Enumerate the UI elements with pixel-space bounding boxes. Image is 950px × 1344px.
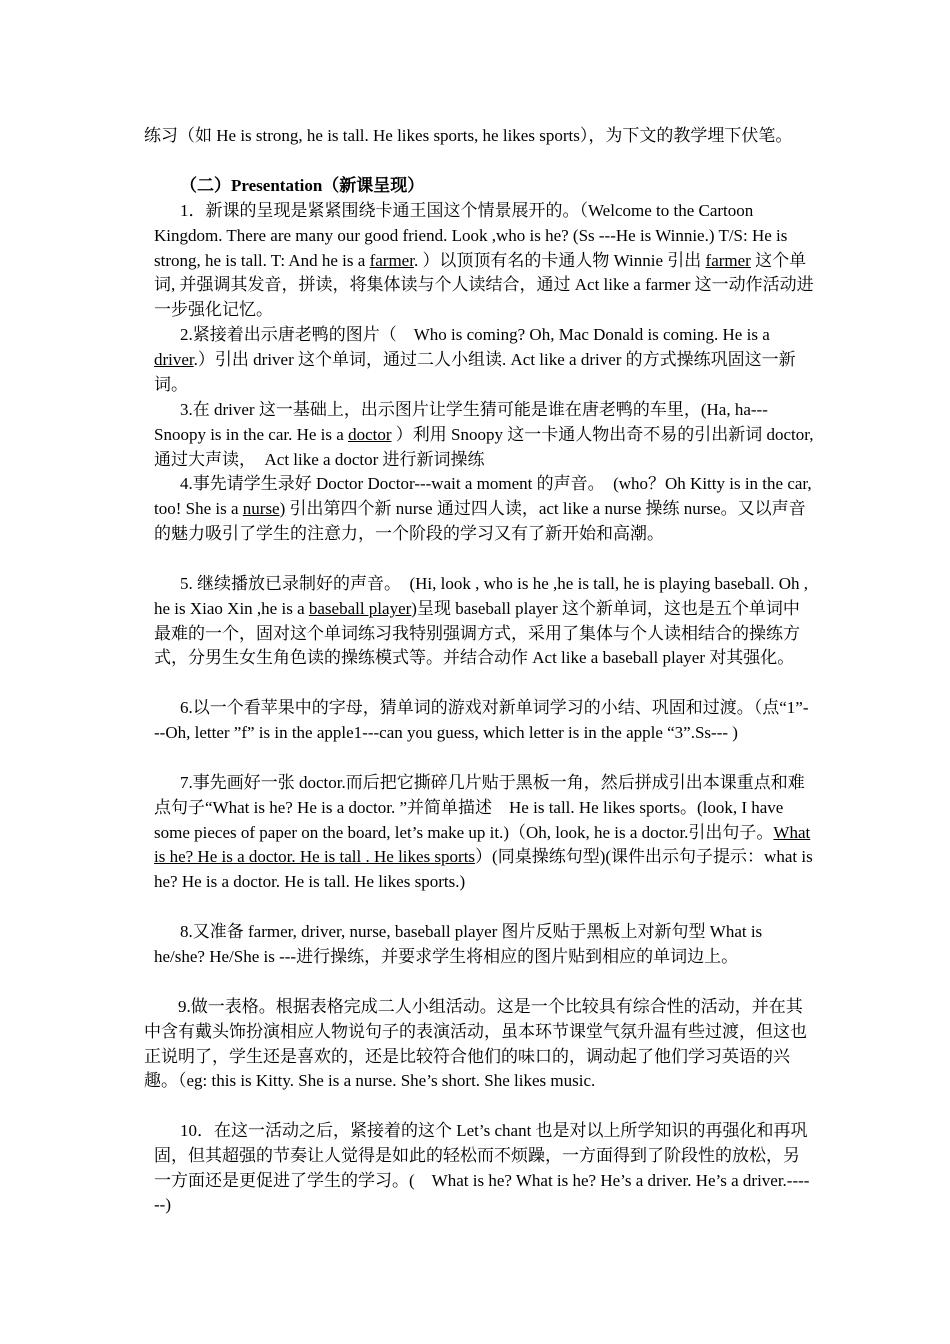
underlined-word-nurse: nurse): [242, 498, 286, 518]
underlined-word-farmer: farmer: [369, 250, 414, 270]
text: ）利用 Snoopy 这一卡通人物出奇不易的引出新词 doctor, 通过大声读， Act like a doctor 进行新词操练: [154, 424, 814, 469]
underlined-word-doctor: doctor: [348, 424, 392, 444]
underlined-word-farmer: farmer: [705, 250, 751, 270]
paragraph-8: 8.又准备 farmer, driver, nurse, baseball player 图片反贴于黑板上对新句型 What is he/she? He/She is ---进行操练，并要求学生将相应的图片贴到相应的单词边上。: [154, 922, 763, 966]
paragraph-2: [154, 323, 814, 397]
paragraph-intro: 练习（如 He is strong, he is tall. He likes sports, he likes sports），为下文的教学埋下伏笔。: [144, 126, 793, 145]
text: 引出第四个新 nurse 通过四人读，act like a nurse 操练 nurse。又以声音的魅力吸引了学生的注意力，一个阶段的学习又有了新开始和高潮。: [154, 498, 806, 543]
text: . ）以顶顶有名的卡通人物 Winnie 引出: [413, 250, 706, 270]
text: 这个单词, 并强调其发音，拼读，将集体读与个人读结合，通过 Act like a farmer 这一动作活动进一步强化记忆。: [154, 250, 814, 320]
text: )呈现 baseball player 这个新单词，这也是五个单词中最难的一个，固对这个单词练习我特别强调方式，采用了集体与个人读相结合的操练方式，分男生女生角色读的操练模式等。并结合动作 Act like a baseball player 对其强化。: [154, 598, 800, 668]
paragraph-1: [154, 199, 814, 323]
paragraph-5: [154, 572, 814, 671]
text: .）引出 driver 这个单词，通过二人小组读. Act like a driver 的方式操练巩固这一新词。: [154, 349, 796, 394]
underlined-word-driver: driver: [154, 349, 194, 369]
text: 3.在 driver 这一基础上，出示图片让学生猜可能是谁在唐老鸭的车里，(Ha, ha--- Snoopy is in the car. He is a: [154, 400, 768, 444]
text: 5. 继续播放已录制好的声音。 (Hi, look , who is he ,he is tall, he is playing baseball. Oh , he is Xiao Xin ,he is a: [154, 574, 808, 618]
underlined-word-baseball-player: baseball player: [308, 598, 412, 618]
text: 2.紧接着出示唐老鸭的图片（ Who is coming? Oh, Mac Donald is coming. He is a: [180, 325, 770, 344]
underlined-sentence: What is he? He is a doctor. He is tall . He likes sports: [154, 822, 811, 867]
paragraph-7: [154, 771, 814, 895]
section-heading: （二）Presentation（新课呈现）: [180, 176, 425, 195]
text: 4.事先请学生录好 Doctor Doctor---wait a moment 的声音。 (who？Oh Kitty is in the car, too! She is a: [154, 474, 812, 518]
paragraph-4: [154, 472, 814, 546]
text: 7.事先画好一张 doctor.而后把它撕碎几片贴于黑板一角，然后拼成引出本课重点和难点句子“What is he? He is a doctor. ”并简单描述 He is tall. He likes sports。(look, I have some pieces of paper on the board, let’s make up it.)（Oh, look, he is a doctor.引出句子。: [154, 773, 805, 842]
paragraph-6: 6.以一个看苹果中的字母，猜单词的游戏对新单词学习的小结、巩固和过渡。（点“1”---Oh, letter ”f” is in the apple1---can you guess, which letter is in the apple “3”.Ss--- ): [154, 698, 809, 742]
paragraph-3: [154, 398, 814, 472]
text: 1．新课的呈现是紧紧围绕卡通王国这个情景展开的。（Welcome to the Cartoon Kingdom. There are many our good friend. Look ,who is he? (Ss ---He is Winnie.) T/S: He is strong, he is tall. T: And he is a: [154, 201, 788, 270]
text: ）(同桌操练句型)(课件出示句子提示：what is he? He is a doctor. He is tall. He likes sports.): [154, 847, 813, 892]
paragraph-9: 9.做一表格。根据表格完成二人小组活动。这是一个比较具有综合性的活动，并在其中含有戴头饰扮演相应人物说句子的表演活动，虽本环节课堂气氛升温有些过渡，但这也正说明了，学生还是喜欢的，还是比较符合他们的味口的，调动起了他们学习英语的兴趣。（eg: this is Kitty. She is a nurse. She’s short. She likes music.: [144, 997, 807, 1091]
paragraph-10: 10．在这一活动之后，紧接着的这个 Let’s chant 也是对以上所学知识的再强化和再巩固，但其超强的节奏让人觉得是如此的轻松而不烦躁，一方面得到了阶段性的放松，另一方面还是更促进了学生的学习。( What is he? What is he? He’s a driver. He’s a driver.------): [154, 1121, 810, 1215]
